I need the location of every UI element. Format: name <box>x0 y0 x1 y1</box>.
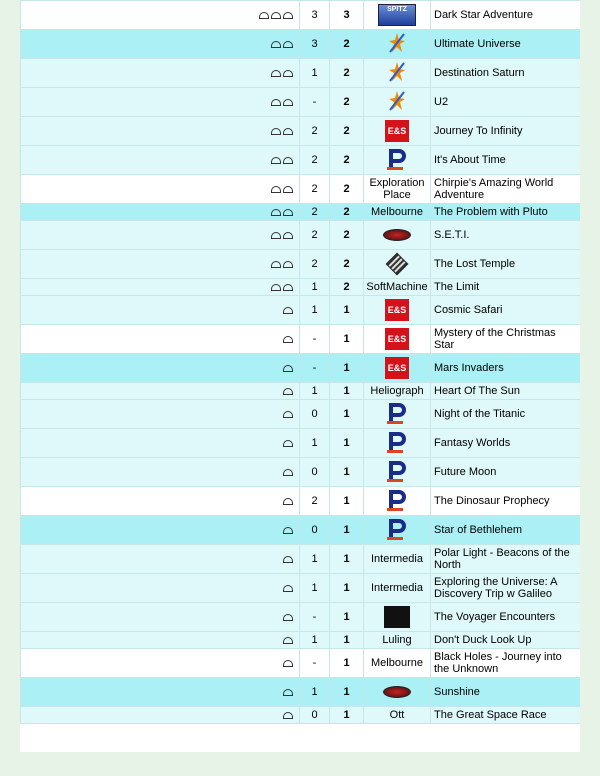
show-title: Journey To Infinity <box>431 117 581 146</box>
table-row <box>21 429 581 458</box>
count-cell: - <box>300 649 330 678</box>
table-row <box>21 487 581 516</box>
p-logo-icon <box>386 459 408 483</box>
producer-cell <box>364 429 431 458</box>
show-title: Exploring the Universe: A Discovery Trip w Galileo <box>431 574 581 603</box>
table-row <box>21 296 581 325</box>
score-cell: 1 <box>330 458 364 487</box>
score-cell: 1 <box>330 707 364 724</box>
score-cell: 1 <box>330 545 364 574</box>
show-title: Destination Saturn <box>431 59 581 88</box>
producer-cell <box>364 649 431 678</box>
score-cell: 1 <box>330 649 364 678</box>
score-cell: 1 <box>330 603 364 632</box>
show-title: Star of Bethlehem <box>431 516 581 545</box>
table-row <box>21 400 581 429</box>
dome-rating <box>21 649 300 678</box>
score-cell: 3 <box>330 1 364 30</box>
count-cell: 1 <box>300 296 330 325</box>
dome-icon <box>283 128 293 135</box>
score-cell: 2 <box>330 250 364 279</box>
dome-icon <box>259 12 269 19</box>
producer-cell <box>364 296 431 325</box>
dome-icon <box>283 585 293 592</box>
dome-icon <box>283 41 293 48</box>
show-title: Cosmic Safari <box>431 296 581 325</box>
p-logo-icon <box>386 488 408 512</box>
es-logo-icon: E&S <box>385 328 409 350</box>
count-cell: 1 <box>300 279 330 296</box>
score-cell: 2 <box>330 146 364 175</box>
count-cell: 0 <box>300 707 330 724</box>
dome-rating <box>21 545 300 574</box>
dome-rating <box>21 354 300 383</box>
producer-cell <box>364 325 431 354</box>
show-title: Polar Light - Beacons of the North <box>431 545 581 574</box>
dome-icon <box>271 41 281 48</box>
dome-icon <box>283 498 293 505</box>
score-cell: 2 <box>330 117 364 146</box>
ratings-table <box>20 0 580 724</box>
table-row <box>21 117 581 146</box>
count-cell: 1 <box>300 574 330 603</box>
es-logo-icon: E&S <box>385 357 409 379</box>
table-row <box>21 221 581 250</box>
star-logo-icon <box>388 32 406 54</box>
dome-icon <box>283 469 293 476</box>
show-title: Ultimate Universe <box>431 30 581 59</box>
dome-rating <box>21 632 300 649</box>
table-row <box>21 458 581 487</box>
dome-rating <box>21 88 300 117</box>
count-cell: - <box>300 603 330 632</box>
dome-icon <box>283 307 293 314</box>
dome-icon <box>283 637 293 644</box>
dome-icon <box>271 186 281 193</box>
table-row <box>21 632 581 649</box>
producer-cell <box>364 146 431 175</box>
dome-icon <box>271 209 281 216</box>
score-cell: 1 <box>330 354 364 383</box>
count-cell: 2 <box>300 221 330 250</box>
dome-icon <box>271 261 281 268</box>
disc-logo-icon <box>383 686 411 698</box>
score-cell: 2 <box>330 204 364 221</box>
producer-name: Exploration Place <box>369 177 425 201</box>
dome-rating <box>21 30 300 59</box>
dome-icon <box>283 712 293 719</box>
score-cell: 1 <box>330 296 364 325</box>
producer-cell <box>364 221 431 250</box>
count-cell: 2 <box>300 117 330 146</box>
dome-icon <box>283 70 293 77</box>
star-logo-icon <box>388 61 406 83</box>
show-title: Chirpie's Amazing World Adventure <box>431 175 581 204</box>
show-title: U2 <box>431 88 581 117</box>
dome-icon <box>271 70 281 77</box>
dome-rating <box>21 221 300 250</box>
producer-cell <box>364 678 431 707</box>
table-row <box>21 204 581 221</box>
show-title: Heart Of The Sun <box>431 383 581 400</box>
table-row <box>21 649 581 678</box>
show-title: The Lost Temple <box>431 250 581 279</box>
spitz-logo-icon: SPITZ <box>378 4 416 26</box>
disc-logo-icon <box>383 229 411 241</box>
dome-rating <box>21 400 300 429</box>
producer-cell <box>364 632 431 649</box>
count-cell: 2 <box>300 175 330 204</box>
show-title: Night of the Titanic <box>431 400 581 429</box>
table-row <box>21 678 581 707</box>
dome-icon <box>283 232 293 239</box>
show-title: The Great Space Race <box>431 707 581 724</box>
count-cell: 3 <box>300 1 330 30</box>
score-cell: 2 <box>330 30 364 59</box>
producer-cell <box>364 487 431 516</box>
results-frame <box>20 0 580 752</box>
dome-rating <box>21 707 300 724</box>
score-cell: 2 <box>330 59 364 88</box>
count-cell: 2 <box>300 204 330 221</box>
producer-cell <box>364 279 431 296</box>
count-cell: 1 <box>300 632 330 649</box>
producer-name: Ott <box>389 709 405 721</box>
show-title: Mystery of the Christmas Star <box>431 325 581 354</box>
producer-cell <box>364 59 431 88</box>
dome-icon <box>283 336 293 343</box>
producer-cell <box>364 383 431 400</box>
dome-rating <box>21 383 300 400</box>
score-cell: 1 <box>330 429 364 458</box>
count-cell: 2 <box>300 487 330 516</box>
table-row <box>21 707 581 724</box>
table-row <box>21 354 581 383</box>
producer-cell <box>364 574 431 603</box>
score-cell: 1 <box>330 383 364 400</box>
producer-cell <box>364 707 431 724</box>
show-title: Dark Star Adventure <box>431 1 581 30</box>
score-cell: 2 <box>330 279 364 296</box>
count-cell: 3 <box>300 30 330 59</box>
table-row <box>21 603 581 632</box>
producer-name: Luling <box>382 634 412 646</box>
producer-cell <box>364 30 431 59</box>
dome-rating <box>21 487 300 516</box>
p-logo-icon <box>386 147 408 171</box>
star-logo-icon <box>388 90 406 112</box>
table-row <box>21 325 581 354</box>
count-cell: 2 <box>300 250 330 279</box>
producer-name: SoftMachine <box>366 281 428 293</box>
dome-icon <box>271 232 281 239</box>
table-row <box>21 59 581 88</box>
dome-icon <box>283 660 293 667</box>
dome-rating <box>21 458 300 487</box>
table-row <box>21 516 581 545</box>
show-title: Black Holes - Journey into the Unknown <box>431 649 581 678</box>
producer-name: Heliograph <box>370 385 424 397</box>
score-cell: 2 <box>330 175 364 204</box>
show-title: The Voyager Encounters <box>431 603 581 632</box>
dome-icon <box>283 12 293 19</box>
dome-rating <box>21 678 300 707</box>
producer-cell <box>364 603 431 632</box>
count-cell: - <box>300 325 330 354</box>
count-cell: - <box>300 88 330 117</box>
score-cell: 1 <box>330 516 364 545</box>
score-cell: 1 <box>330 487 364 516</box>
show-title: Fantasy Worlds <box>431 429 581 458</box>
count-cell: 1 <box>300 429 330 458</box>
count-cell: 1 <box>300 383 330 400</box>
score-cell: 1 <box>330 678 364 707</box>
table-row <box>21 383 581 400</box>
dome-icon <box>283 284 293 291</box>
show-title: Future Moon <box>431 458 581 487</box>
producer-cell <box>364 516 431 545</box>
dome-icon <box>283 614 293 621</box>
dome-icon <box>283 388 293 395</box>
dome-rating <box>21 574 300 603</box>
count-cell: 1 <box>300 59 330 88</box>
count-cell: - <box>300 354 330 383</box>
dome-rating <box>21 516 300 545</box>
table-row <box>21 175 581 204</box>
score-cell: 2 <box>330 221 364 250</box>
count-cell: 0 <box>300 458 330 487</box>
table-row <box>21 1 581 30</box>
producer-cell <box>364 400 431 429</box>
table-row <box>21 30 581 59</box>
count-cell: 2 <box>300 146 330 175</box>
table-row <box>21 574 581 603</box>
dome-icon <box>283 411 293 418</box>
producer-name: Intermedia <box>371 553 423 565</box>
producer-name: Intermedia <box>371 582 423 594</box>
dome-icon <box>271 12 281 19</box>
producer-cell <box>364 88 431 117</box>
producer-cell <box>364 175 431 204</box>
dome-icon <box>283 209 293 216</box>
table-row <box>21 545 581 574</box>
table-row <box>21 88 581 117</box>
show-title: The Dinosaur Prophecy <box>431 487 581 516</box>
producer-cell <box>364 354 431 383</box>
dome-rating <box>21 146 300 175</box>
show-title: Don't Duck Look Up <box>431 632 581 649</box>
p-logo-icon <box>386 430 408 454</box>
count-cell: 1 <box>300 678 330 707</box>
swan-logo-icon <box>384 606 410 628</box>
dome-icon <box>283 157 293 164</box>
count-cell: 1 <box>300 545 330 574</box>
dome-rating <box>21 603 300 632</box>
score-cell: 1 <box>330 400 364 429</box>
show-title: It's About Time <box>431 146 581 175</box>
show-title: Mars Invaders <box>431 354 581 383</box>
dome-rating <box>21 279 300 296</box>
show-title: The Limit <box>431 279 581 296</box>
dome-icon <box>271 157 281 164</box>
dome-rating <box>21 296 300 325</box>
table-row <box>21 250 581 279</box>
producer-cell <box>364 1 431 30</box>
dome-rating <box>21 429 300 458</box>
dome-icon <box>271 99 281 106</box>
es-logo-icon: E&S <box>385 299 409 321</box>
dome-rating <box>21 59 300 88</box>
show-title: Sunshine <box>431 678 581 707</box>
count-cell: 0 <box>300 516 330 545</box>
score-cell: 1 <box>330 632 364 649</box>
producer-cell <box>364 458 431 487</box>
score-cell: 1 <box>330 325 364 354</box>
show-title: S.E.T.I. <box>431 221 581 250</box>
table-row <box>21 146 581 175</box>
score-cell: 2 <box>330 88 364 117</box>
table-row <box>21 279 581 296</box>
producer-name: Melbourne <box>371 206 423 218</box>
dome-rating <box>21 175 300 204</box>
producer-cell <box>364 117 431 146</box>
dome-icon <box>283 365 293 372</box>
dome-icon <box>283 556 293 563</box>
es-logo-icon: E&S <box>385 120 409 142</box>
p-logo-icon <box>386 401 408 425</box>
producer-name: Melbourne <box>371 657 423 669</box>
dome-rating <box>21 204 300 221</box>
dome-rating <box>21 1 300 30</box>
dome-icon <box>283 99 293 106</box>
dome-icon <box>283 689 293 696</box>
count-cell: 0 <box>300 400 330 429</box>
diamond-logo-icon <box>386 253 409 276</box>
dome-rating <box>21 325 300 354</box>
dome-icon <box>283 261 293 268</box>
producer-cell <box>364 545 431 574</box>
dome-icon <box>271 284 281 291</box>
p-logo-icon <box>386 517 408 541</box>
producer-cell <box>364 250 431 279</box>
dome-icon <box>271 128 281 135</box>
score-cell: 1 <box>330 574 364 603</box>
dome-icon <box>283 186 293 193</box>
dome-rating <box>21 250 300 279</box>
dome-icon <box>283 440 293 447</box>
producer-cell <box>364 204 431 221</box>
dome-icon <box>283 527 293 534</box>
show-title: The Problem with Pluto <box>431 204 581 221</box>
dome-rating <box>21 117 300 146</box>
